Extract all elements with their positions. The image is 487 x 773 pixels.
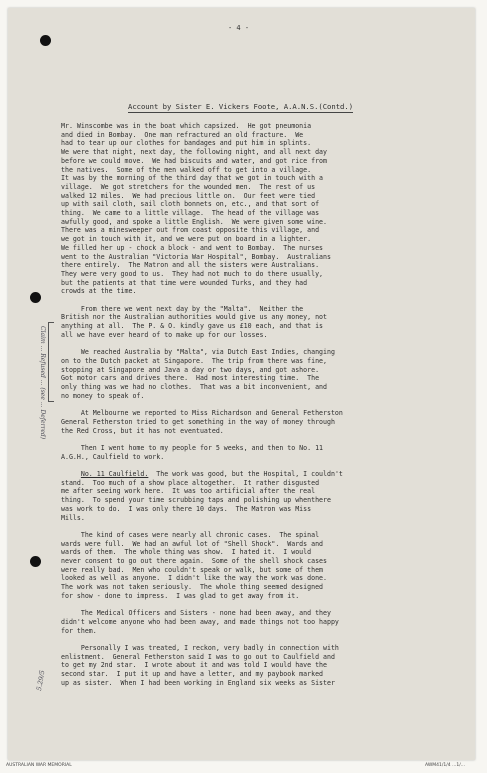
text-line: crowds at the time. [61,287,137,296]
text-line: stopping at Singapore and Java a day or two days, and got ashore. [61,365,320,374]
punch-hole [40,35,51,46]
paragraph [61,348,473,400]
text-line: before we could move. We had biscuits and water, and got rice from [61,156,327,165]
text-line: We were that night, next day, the following night, and all next day [61,148,327,157]
text-line: Mr. Winscombe was in the boat which capsized. He got pneumonia [61,122,312,130]
text-line: the Red Cross, but it has not eventuated. [61,426,224,435]
text-line: British nor the Australian authorities would give us any money, not [61,313,327,322]
text-line: A.G.H., Caulfield to work. [61,452,165,461]
document-body [61,122,473,688]
text-line: There was a minesweeper out from coast opposite this village, and [61,226,320,235]
text-line: stand. Too much of a show place altogether. It rather disgusted [61,478,320,487]
text-line: never consent to go out there again. Some of the shell shock cases [61,557,327,566]
text-line: thing. To spend your time scrubbing taps and polishing up whenthere [61,496,331,505]
text-line: the natives. Some of the men walked off to get into a village. [61,165,312,174]
text-line: Personally I was treated, I reckon, very badly in connection with [61,644,339,653]
text-line: on to the Dutch packet at Singapore. The trip from there was fine, [61,356,327,365]
text-line: had to tear up our clothes for bandages and put him in splints. [61,139,312,148]
text-line: up with sail cloth, sail cloth bonnets on, etc., and that sort of [61,200,320,209]
text-line: was work to do. I was only there 10 days. The Matron was Miss [61,504,312,513]
margin-annotation: Claim ... Refused ... (see ... Deferred) [39,326,46,440]
text-line: second star. I put it up and have a letter, and my paybook marked [61,670,324,679]
paragraph [61,644,473,688]
text-line: No. 11 Caulfield. The work was good, but the Hospital, I couldn't [80,470,343,479]
text-line: for them. [61,626,97,635]
text-line: awfully good, and spoke a little English. We were given some wine. [61,217,327,226]
text-line: didn't welcome anyone who had been away, and made things not too happy [61,617,339,626]
text-line: The Medical Officers and Sisters - none had been away, and they [61,609,331,618]
text-line: At Melbourne we reported to Miss Richardson and General Fetherston [61,409,343,418]
margin-bracket [48,322,54,402]
text-line: for show - done to impress. I was glad to get away from it. [61,591,300,600]
text-line: and died in Bombay. One man refractured an old fracture. We [61,130,304,139]
text-line: all we have ever heard of to make up for our losses. [61,330,268,339]
page-number: - 4 - [228,24,250,32]
punch-hole [30,292,41,303]
paragraph [61,531,473,601]
paragraph [61,609,473,635]
text-line: only thing was we had no clothes. That was a bit inconvenient, and [61,383,327,392]
text-line: We reached Australia by "Malta", via Dutch East Indies, changing [61,348,335,357]
footer-left: AUSTRALIAN WAR MEMORIAL [6,763,72,768]
text-line: anything at all. The P. & O. kindly gave us £10 each, and that is [61,322,324,331]
punch-hole [30,556,41,567]
paragraph [61,305,473,340]
text-line: were really bad. Men who couldn't speak or walk, but some of them [61,565,324,574]
text-line: but the patients at that time were wounded Turks, and they had [61,278,308,287]
document-title: Account by Sister E. Vickers Foote, A.A.N.S.(Contd.) [128,102,354,111]
text-line: no money to speak of. [61,391,145,400]
text-line: It was by the morning of the third day that we got in touch with a [61,174,324,183]
text-line: there entirely. The Matron and all the sisters were Australians. [61,261,320,270]
text-line: General Fetherston tried to get something in the way of money through [61,417,335,426]
text-line: me after seeing work here. It was too artificial after the real [61,487,316,496]
text-line: walked 12 miles. We had precious little on. Our feet were tied [61,191,316,200]
text-line: enlistment. General Fetherston said I was to go out to Caulfield and [61,652,335,661]
margin-date-annotation: 5.29/5 [35,669,47,692]
paragraph [61,470,473,522]
text-line: We filled her up - chock a block - and went to Bombay. The nurses [61,243,324,252]
text-line: village. We got stretchers for the wounded men. The rest of us [61,182,316,191]
paragraph [61,409,473,435]
text-line: up as sister. When I had been working in England six weeks as Sister [61,678,335,687]
text-line: Mills. [61,513,85,522]
text-line: Got motor cars and drives there. Had most interesting time. The [61,374,320,383]
paragraph [61,122,473,296]
text-line: we got in touch with it, and we were put on board in a lighter. [61,235,312,244]
text-line: looked as well as anyone. I didn't like the way the work was done. [61,574,327,583]
text-line: The work was not taken seriously. The whole thing seemed designed [61,583,324,592]
text-line: thing. We came to a little village. The head of the village was [61,209,320,218]
text-line: From there we went next day by the "Malta". Neither the [61,304,304,313]
text-line: wards were full. We had an awful lot of "Shell Shock". Wards and [61,539,324,548]
text-line: to get my 2nd star. I wrote about it and was told I would have the [61,661,327,670]
footer-right: AWM41/1/4 ...1/... [425,763,466,768]
text-line: They were very good to us. They had not much to do there usually, [61,269,324,278]
text-line: The kind of cases were nearly all chronic cases. The spinal [61,530,320,539]
text-line: wards of them. The whole thing was show. I hated it. I would [61,548,312,557]
text-line: went to the Australian "Victoria War Hospital", Bombay. Australians [61,252,331,261]
paragraph [61,444,473,461]
text-line: Then I went home to my people for 5 weeks, and then to No. 11 [61,443,324,452]
